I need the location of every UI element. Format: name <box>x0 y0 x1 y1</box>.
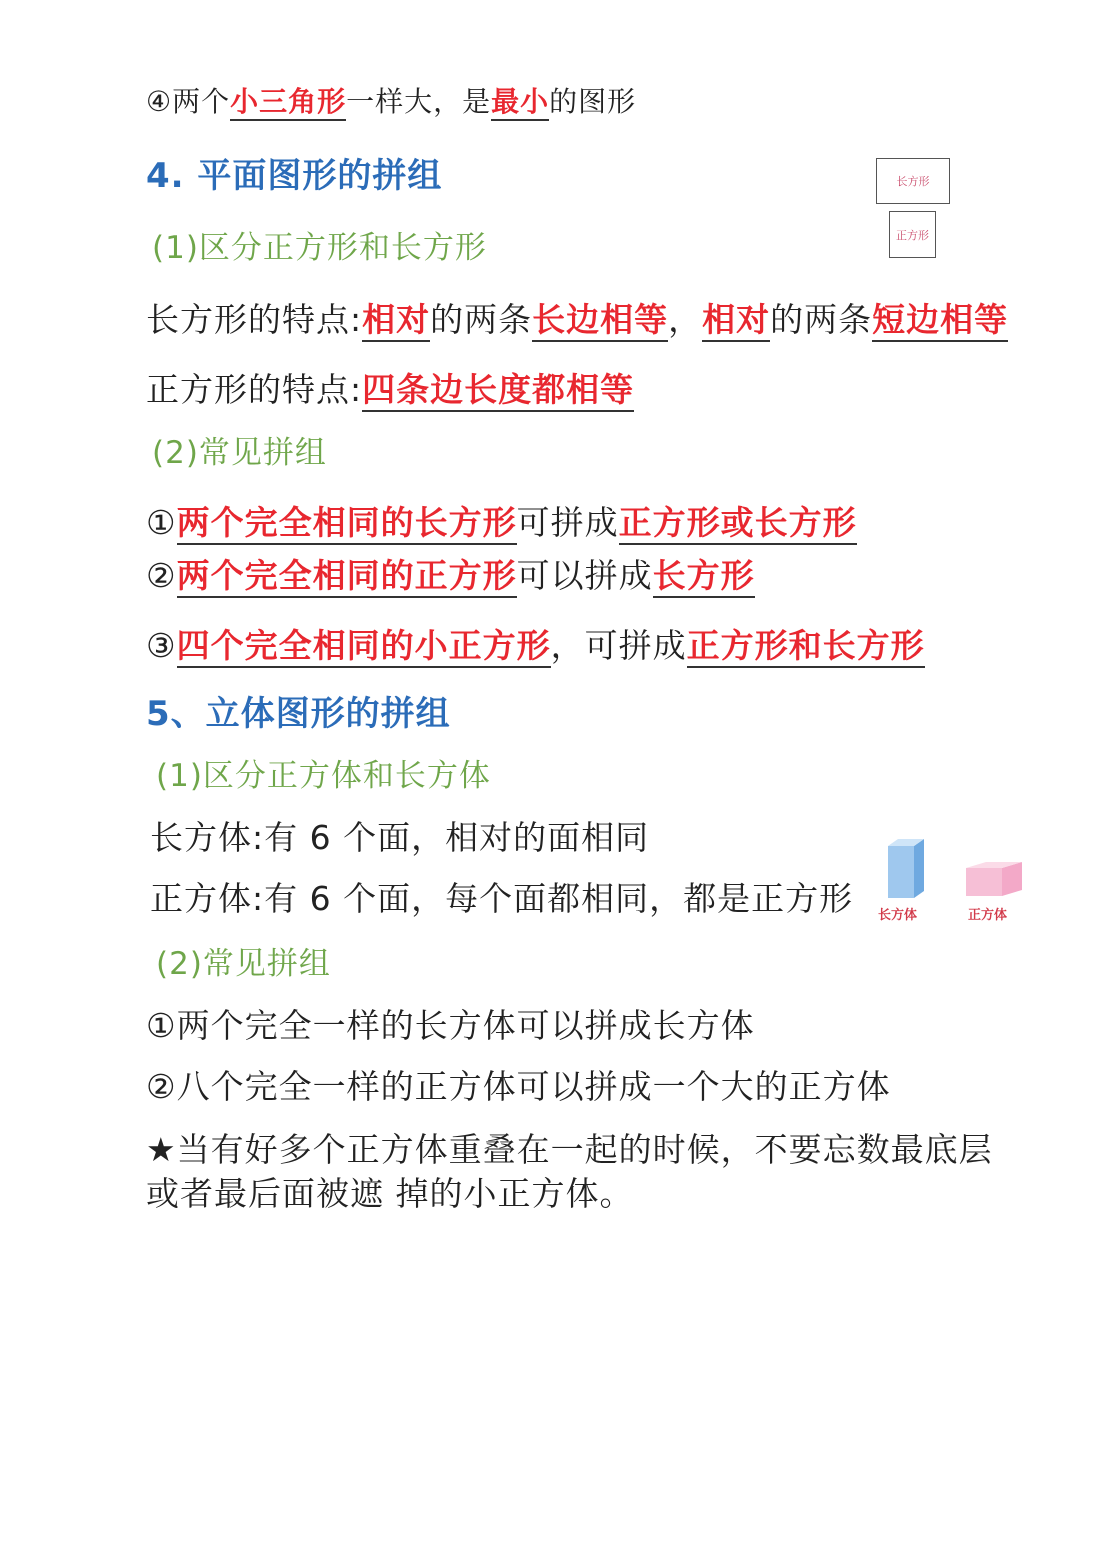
section5-sub2: (2)常见拼组 <box>156 946 331 982</box>
rectangle-feature-line <box>146 294 1008 341</box>
combo4-3-blank-2: 正方形和长方形 <box>687 626 925 668</box>
combo4-1-blank-1: 两个完全相同的长方形 <box>177 503 517 545</box>
combo4-1-num: ① <box>146 503 177 542</box>
rectangle-feature-text-3: 的两条 <box>770 300 873 339</box>
section4-sub1: (1)区分正方形和长方形 <box>152 230 487 266</box>
item4-blank-1: 小三角形 <box>230 85 346 121</box>
square-feature-label: 正方形的特点: <box>146 370 363 409</box>
item4-num: ④两个 <box>146 85 231 118</box>
rectangle-feature-label: 长方形的特点: <box>146 300 363 339</box>
rectangle-figure-label: 长方形 <box>896 175 930 188</box>
combo4-3-num: ③ <box>146 626 177 665</box>
combo4-line-3 <box>146 620 925 667</box>
item4-line <box>146 80 636 120</box>
rectangle-feature-blank-1: 相对 <box>362 300 430 342</box>
square-feature-line <box>146 364 634 411</box>
combo4-3-blank-1: 四个完全相同的小正方形 <box>177 626 551 668</box>
cuboid-description: 长方体:有 6 个面，相对的面相同 <box>150 818 650 857</box>
section5-heading: 5、立体图形的拼组 <box>146 694 451 734</box>
combo5-line-1: ①两个完全一样的长方体可以拼成长方体 <box>146 1006 755 1045</box>
combo4-2-blank-1: 两个完全相同的正方形 <box>177 556 517 598</box>
item4-mid: 一样大，是 <box>346 85 492 118</box>
combo4-line-1 <box>146 497 857 544</box>
cube-front-face <box>966 868 1002 896</box>
item4-end: 的图形 <box>549 85 637 118</box>
note-line-2: 或者最后面被遮 掉的小正方体。 <box>146 1174 634 1213</box>
rectangle-feature-blank-2: 长边相等 <box>532 300 668 342</box>
section4-sub2: (2)常见拼组 <box>152 435 327 471</box>
note-line-1: ★当有好多个正方体重叠在一起的时候，不要忘数最底层 <box>146 1130 993 1169</box>
combo5-line-2: ②八个完全一样的正方体可以拼成一个大的正方体 <box>146 1067 891 1106</box>
section5-sub1: (1)区分正方体和长方体 <box>156 758 491 794</box>
cube-figure <box>962 858 1026 900</box>
rectangle-feature-blank-4: 短边相等 <box>872 300 1008 342</box>
item4-blank-2: 最小 <box>491 85 549 121</box>
cuboid-figure-label: 长方体 <box>878 908 918 923</box>
cube-figure-label: 正方体 <box>968 908 1008 923</box>
combo4-2-mid: 可以拼成 <box>516 556 653 595</box>
rectangle-feature-text-2: ， <box>668 300 703 339</box>
rectangle-feature-text-1: 的两条 <box>430 300 533 339</box>
rectangle-feature-blank-3: 相对 <box>702 300 770 342</box>
cuboid-front-face <box>888 846 914 898</box>
cuboid-side-face <box>914 839 924 898</box>
combo4-1-blank-2: 正方形或长方形 <box>619 503 857 545</box>
combo4-3-mid: ，可拼成 <box>550 626 687 665</box>
section4-heading: 4. 平面图形的拼组 <box>146 156 443 196</box>
combo4-line-2 <box>146 550 755 597</box>
combo4-1-mid: 可拼成 <box>516 503 619 542</box>
square-feature-blank: 四条边长度都相等 <box>362 370 634 412</box>
square-figure-label: 正方形 <box>896 228 929 242</box>
square-figure <box>889 211 936 258</box>
combo4-2-blank-2: 长方形 <box>653 556 755 598</box>
cube-description: 正方体:有 6 个面，每个面都相同，都是正方形 <box>150 879 854 918</box>
combo4-2-num: ② <box>146 556 177 595</box>
cuboid-figure <box>884 836 928 900</box>
rectangle-figure <box>876 158 950 204</box>
